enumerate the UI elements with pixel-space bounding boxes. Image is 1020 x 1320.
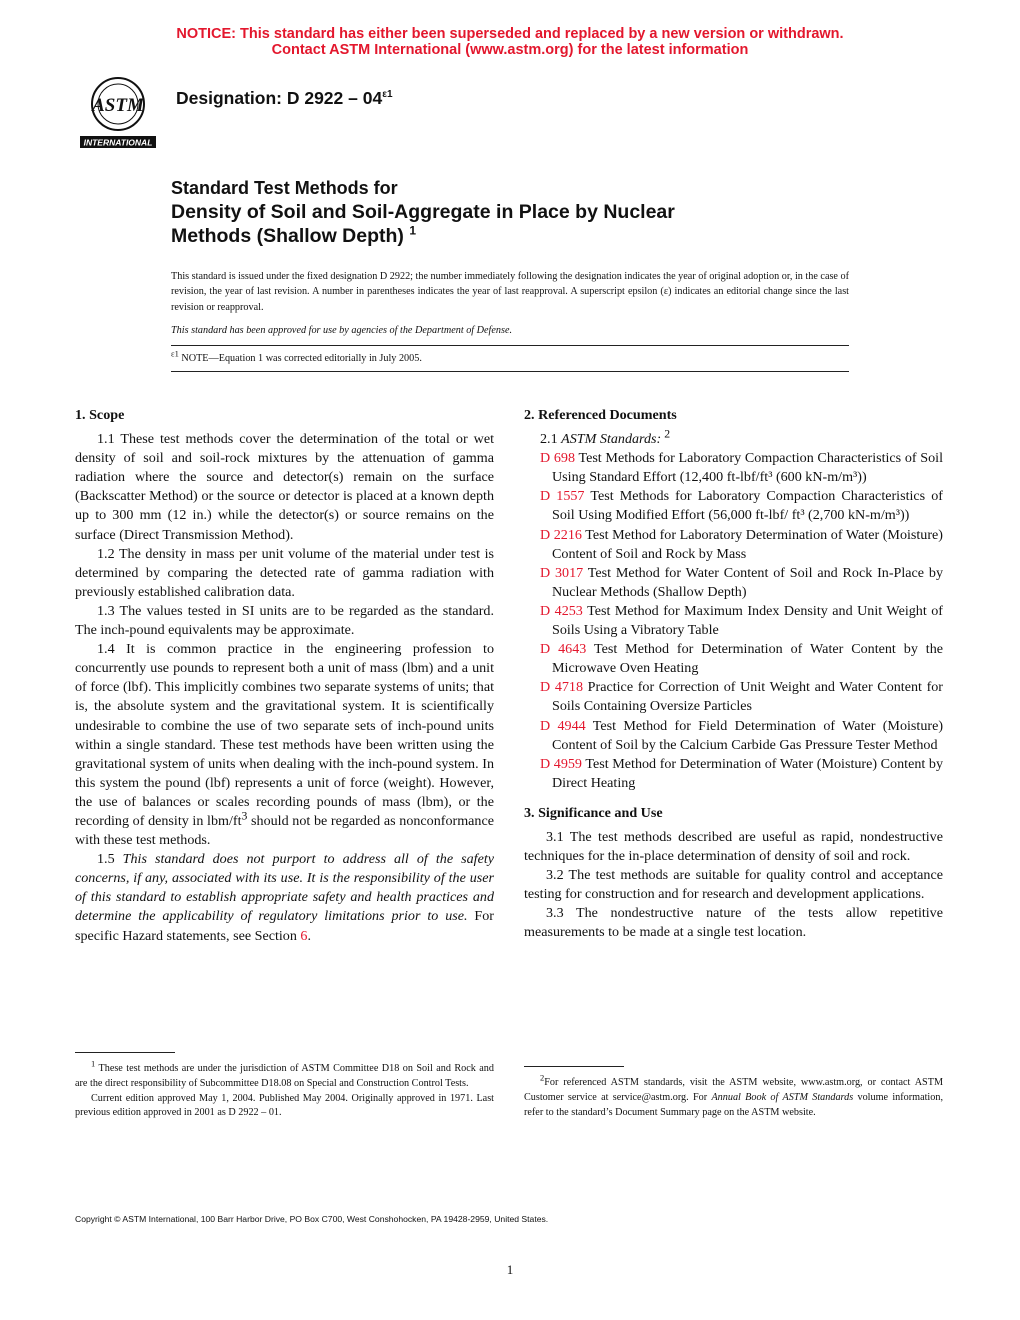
- right-column: [524, 406, 943, 943]
- note-label: NOTE: [181, 353, 209, 364]
- reference-code-link[interactable]: D 4253: [540, 602, 583, 619]
- paragraph-3-2: 3.2 The test methods are suitable for quality control and acceptance testing for construction and for research and development applications.: [524, 867, 943, 903]
- footnote-divider: [75, 1052, 175, 1053]
- reference-item: [524, 449, 943, 487]
- note-epsilon: ε1: [171, 348, 179, 359]
- page-number: 1: [506, 1262, 514, 1277]
- designation-text: Designation: D 2922 – 04: [176, 88, 383, 108]
- document-title: [171, 176, 871, 248]
- reference-code-link[interactable]: D 4643: [540, 641, 587, 658]
- title-footnote-mark: 1: [409, 223, 417, 238]
- reference-title: Test Method for Determination of Water Content by the Microwave Oven Heating: [552, 641, 944, 677]
- reference-title: Test Method for Laboratory Determination of Water (Moisture) Content of Soil and Rock by Mass: [552, 526, 943, 562]
- scope-heading: 1. Scope: [75, 407, 125, 423]
- paragraph-1-4: 1.4 It is common practice in the engineering profession to concurrently use pounds to represent both a unit of mass (lbm) and a unit of force (lbf). This implicitly combines two separate systems of units; that is, the absolute system and the gravitational system. It is scientifically undesirable to combine the use of two separate sets of inch-pound units within a single standard. These test methods have been written using the gravitational system of units when dealing with the inch-pound system. In this system the pound (lbf) represents a unit of force (weight). However, the use of balances or scales recording pounds of mass (lbm), or the recording of density in lbm/$ft^3$ should not be regarded as nonconformance with these test methods.: [75, 641, 494, 849]
- paragraph-1-2: 1.2 The density in mass per unit volume of the material under test is determined by comparing the detected rate of gamma radiation with previously established calibration data.: [75, 545, 494, 600]
- reference-title: Practice for Correction of Unit Weight and Water Content for Soils Containing Oversize Particles: [552, 679, 944, 715]
- reference-item: [524, 755, 943, 793]
- reference-item: [524, 640, 943, 678]
- copyright-line: Copyright © ASTM International, 100 Barr Harbor Drive, PO Box C700, West Conshohocken, PA 19428-2959, United States.: [75, 1214, 549, 1224]
- reference-code-link[interactable]: D 4718: [540, 679, 584, 696]
- note-text: —Equation 1 was corrected editorially in July 2005.: [208, 353, 422, 364]
- reference-title: Test Methods for Laboratory Compaction Characteristics of Soil Using Modified Effort (56,000 ft-lbf/ ft³ (2,700 kN-m/m³)): [552, 488, 943, 524]
- dod-approval-note: This standard has been approved for use by agencies of the Department of Defense.: [171, 325, 513, 336]
- reference-item: [524, 564, 943, 602]
- section-6-link[interactable]: 6: [300, 927, 308, 944]
- reference-item: [524, 526, 943, 564]
- reference-title: Test Method for Field Determination of Water (Moisture) Content of Soil by the Calcium Carbide Gas Pressure Tester Method: [552, 717, 944, 753]
- notice-line-1: NOTICE: This standard has either been superseded and replaced by a new version or withdrawn.: [176, 26, 844, 42]
- astm-logo-icon: [74, 74, 162, 154]
- reference-code-link[interactable]: D 2216: [540, 526, 582, 543]
- reference-code-link[interactable]: D 4944: [540, 717, 586, 734]
- logo-letters: ASTM: [92, 95, 144, 116]
- reference-code-link[interactable]: D 4959: [540, 755, 582, 772]
- reference-code-link[interactable]: D 698: [540, 450, 576, 467]
- reference-item: [524, 717, 943, 755]
- referenced-documents-heading: 2. Referenced Documents: [524, 407, 677, 423]
- reference-item: [524, 678, 943, 716]
- title-line-3: Methods (Shallow Depth): [171, 225, 404, 247]
- footnote-divider: [524, 1066, 624, 1067]
- footnote-1: $^1$ These test methods are under the jurisdiction of ASTM Committee D18 on Soil and Rock and are the direct responsibility of Subcommittee D18.08 on Special and Construction Control Tests. Current edition approved May 1, 2004. Published May 2004. Originally approved in 1971. Last previous edition approved in 2001 as D 2922 – 01.: [75, 1058, 494, 1119]
- paragraph-1-1: 1.1 These test methods cover the determination of the total or wet density of soil and soil-rock mixtures by the attenuation of gamma radiation where the source and detector(s) remain on the surface (Backscatter Method) or the source or detector is placed at a known depth up to 300 mm (12 in.) while the detector(s) or source remains on the surface (Direct Transmission Method).: [75, 431, 494, 543]
- reference-item: [524, 487, 943, 525]
- title-line-1: Standard Test Methods for: [171, 178, 398, 198]
- superseded-notice: [0, 26, 1020, 58]
- editorial-note: [171, 348, 422, 364]
- divider: [171, 345, 849, 346]
- left-column: [75, 406, 494, 946]
- footnote-2: $^2$For referenced ASTM standards, visit the ASTM website, www.astm.org, or contact ASTM Customer service at service@astm.org. For Annual Book of ASTM Standards volume information, refer to the standard’s Document Summary page on the ASTM website.: [524, 1072, 943, 1118]
- astm-standards-label: 2.1 ASTM Standards: $^2$: [540, 427, 671, 448]
- designation: [176, 88, 393, 109]
- notice-line-2: Contact ASTM International (www.astm.org) for the latest information: [271, 42, 749, 58]
- divider: [171, 371, 849, 372]
- paragraph-3-1: 3.1 The test methods described are useful as rapid, nondestructive techniques for the in-place determination of density of soil and rock.: [524, 828, 943, 865]
- reference-title: Test Method for Maximum Index Density and Unit Weight of Soils Using a Vibratory Table: [552, 602, 943, 639]
- reference-title: Test Method for Water Content of Soil and Rock In-Place by Nuclear Methods (Shallow Depth): [552, 564, 943, 600]
- reference-title: Test Method for Determination of Water (Moisture) Content by Direct Heating: [552, 755, 943, 791]
- paragraph-1-5: 1.5 This standard does not purport to address all of the safety concerns, if any, associated with its use. It is the responsibility of the user of this standard to establish appropriate safety and health practices and determine the applicability of regulatory limitations prior to use. For specific Hazard statements, see Section 6.: [75, 851, 494, 944]
- reference-item: [524, 602, 943, 640]
- reference-code-link[interactable]: D 3017: [540, 564, 584, 581]
- reference-code-link[interactable]: D 1557: [540, 488, 585, 505]
- significance-heading: 3. Significance and Use: [524, 804, 663, 821]
- title-line-2: Density of Soil and Soil-Aggregate in Place by Nuclear: [171, 201, 675, 223]
- reference-list: [524, 449, 943, 793]
- designation-epsilon: ε1: [382, 89, 393, 101]
- logo-caption: INTERNATIONAL: [83, 137, 153, 148]
- paragraph-3-3: 3.3 The nondestructive nature of the tests allow repetitive measurements to be made at a single test location.: [524, 905, 943, 941]
- reference-title: Test Methods for Laboratory Compaction Characteristics of Soil Using Standard Effort (12,400 ft-lbf/ft³ (600 kN-m/m³)): [552, 450, 943, 486]
- intro-paragraph: This standard is issued under the fixed designation D 2922; the number immediately following the designation indicates the year of original adoption or, in the case of revision, the year of last revision. A number in parentheses indicates the year of last reapproval. A superscript epsilon (ε) indicates an editorial change since the last revision or reapproval.: [171, 271, 849, 313]
- paragraph-1-3: 1.3 The values tested in SI units are to be regarded as the standard. The inch-pound equivalents may be approximate.: [75, 602, 494, 639]
